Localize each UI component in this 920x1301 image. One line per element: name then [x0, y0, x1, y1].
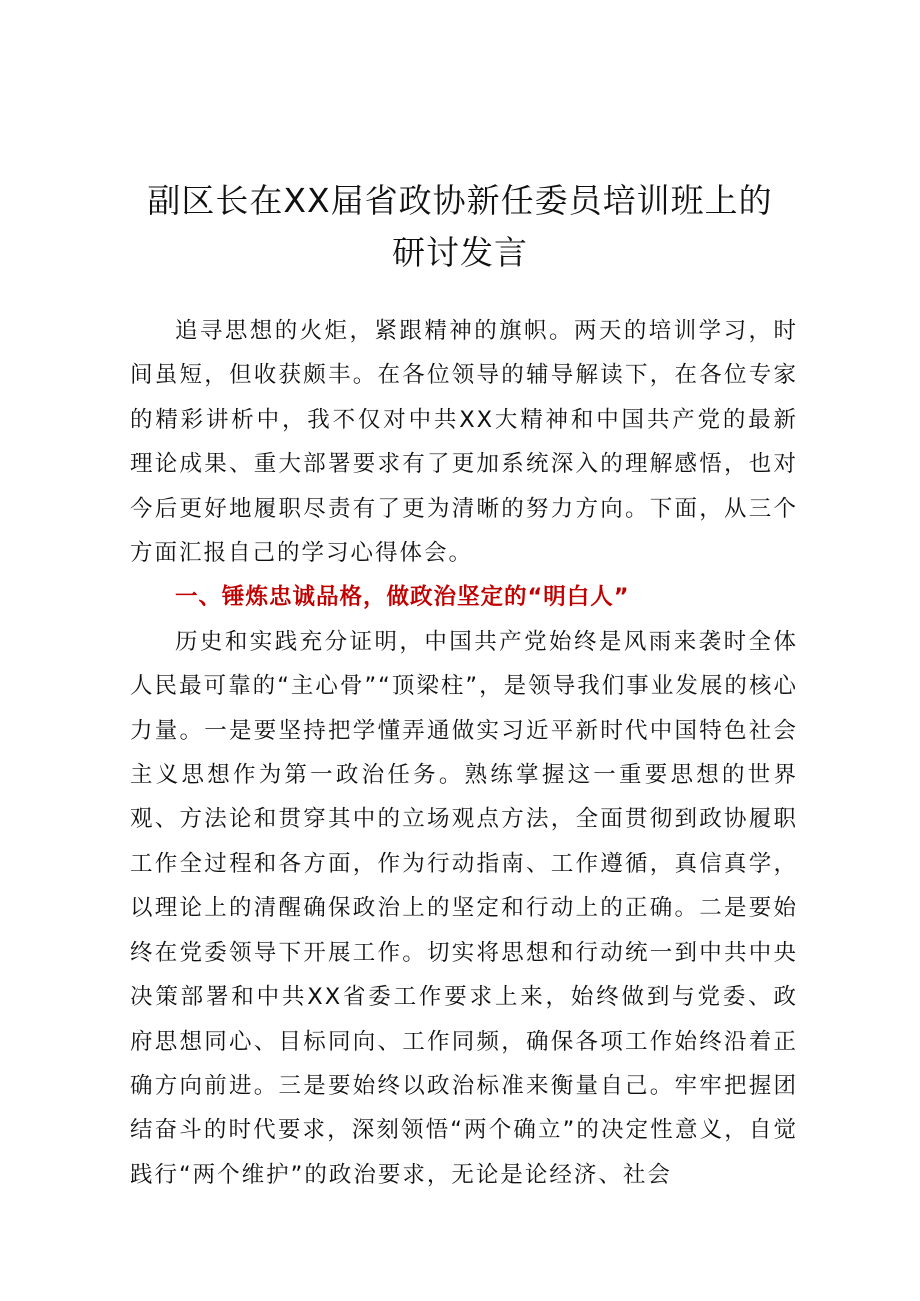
- document-title-line-2: 研讨发言: [392, 233, 528, 272]
- document-title-line-1: 副区长在XX届省政协新任委员培训班上的: [147, 181, 773, 220]
- section-1-paragraph: 历史和实践充分证明，中国共产党始终是风雨来袭时全体人民最可靠的“主心骨”“顶梁柱”，是领导我们事业发展的核心力量。一是要坚持把学懂弄通做实习近平新时代中国特色社会主义思想作为第一政治任务。熟练掌握这一重要思想的世界观、方法论和贯穿其中的立场观点方法，全面贯彻到政协履职工作全过程和各方面，作为行动指南、工作遵循，真信真学，以理论上的清醒确保政治上的坚定和行动上的正确。二是要始终在党委领导下开展工作。切实将思想和行动统一到中共中央决策部署和中共XX省委工作要求上来，始终做到与党委、政府思想同心、目标同向、工作同频，确保各项工作始终沿着正确方向前进。三是要始终以政治标准来衡量自己。牢牢把握团结奋斗的时代要求，深刻领悟“两个确立”的决定性意义，自觉践行“两个维护”的政治要求，无论是论经济、社会: [130, 628, 798, 1188]
- intro-paragraph: 追寻思想的火炬，紧跟精神的旗帜。两天的培训学习，时间虽短，但收获颇丰。在各位领导的辅导解读下，在各位专家的精彩讲析中，我不仅对中共XX大精神和中国共产党的最新理论成果、重大部署要求有了更加系统深入的理解感悟，也对今后更好地履职尽责有了更为清晰的努力方向。下面，从三个方面汇报自己的学习心得体会。: [130, 318, 798, 567]
- section-heading-1: 一、锤炼忠诚品格，做政治坚定的“明白人”: [175, 584, 630, 611]
- document-body: [130, 309, 798, 1197]
